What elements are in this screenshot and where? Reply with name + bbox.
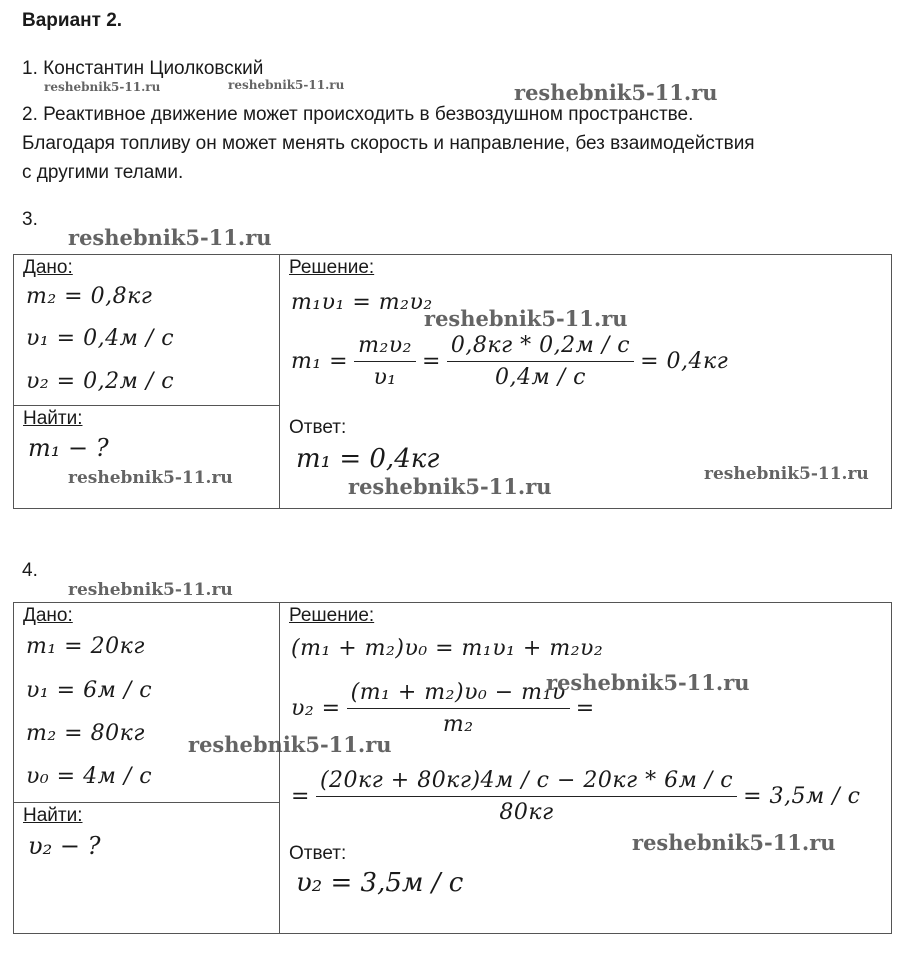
watermark: reshebnik5-11.ru bbox=[228, 78, 345, 92]
watermark: reshebnik5-11.ru bbox=[514, 80, 718, 105]
find-value: m₁ − ? bbox=[28, 434, 109, 462]
solution-label: Решение: bbox=[289, 605, 375, 626]
watermark: reshebnik5-11.ru bbox=[188, 732, 392, 757]
watermark: reshebnik5-11.ru bbox=[424, 306, 628, 331]
eq-lhs: υ₂ = bbox=[291, 696, 341, 721]
equation-1: m₁υ₁ = m₂υ₂ bbox=[291, 290, 433, 315]
given-v1: υ₁ = 6м / с bbox=[26, 678, 153, 703]
answer-label: Ответ: bbox=[289, 417, 347, 438]
problem-3-number: 3. bbox=[22, 209, 38, 230]
answer-value: υ₂ = 3,5м / с bbox=[296, 868, 464, 898]
watermark: reshebnik5-11.ru bbox=[632, 830, 836, 855]
solution-label: Решение: bbox=[289, 257, 375, 278]
page-title: Вариант 2. bbox=[22, 10, 123, 31]
problem-4-number: 4. bbox=[22, 560, 38, 581]
answer-label: Ответ: bbox=[289, 843, 347, 864]
answer-1: 1. Константин Циолковский bbox=[22, 58, 264, 79]
find-label: Найти: bbox=[23, 805, 83, 826]
watermark: reshebnik5-11.ru bbox=[348, 474, 552, 499]
watermark: reshebnik5-11.ru bbox=[546, 670, 750, 695]
given-v1: υ₁ = 0,4м / с bbox=[26, 326, 175, 351]
fraction: $\frac{\text{m₂υ₂}}{\text{υ₁}}$ bbox=[354, 333, 416, 390]
watermark: reshebnik5-11.ru bbox=[68, 225, 272, 250]
answer-2-line-2: Благодаря топливу он может менять скорость и направление, без взаимодействия bbox=[22, 133, 755, 154]
fraction: $\frac{\text{(m₁ + m₂)υ₀ − m₁υ}}{\text{m₂}}$ bbox=[347, 680, 570, 737]
given-m2: m₂ = 0,8кг bbox=[26, 284, 153, 309]
watermark: reshebnik5-11.ru bbox=[68, 468, 233, 488]
given-v2: υ₂ = 0,2м / с bbox=[26, 369, 175, 394]
equation-2: υ₂ = $\frac{\text{(m₁ + m₂)υ₀ − m₁υ}}{\text{m₂}}$ = bbox=[291, 680, 595, 737]
given-m1: m₁ = 20кг bbox=[26, 634, 145, 659]
equation-1: (m₁ + m₂)υ₀ = m₁υ₁ + m₂υ₂ bbox=[291, 636, 604, 661]
given-label: Дано: bbox=[23, 257, 73, 278]
fraction: $\frac{(20кг + 80кг)4м / с - 20кг * 6м / с}{80кг}$ bbox=[316, 768, 737, 825]
given-label: Дано: bbox=[23, 605, 73, 626]
find-label: Найти: bbox=[23, 408, 83, 429]
watermark: reshebnik5-11.ru bbox=[68, 580, 233, 600]
answer-2-line-1: 2. Реактивное движение может происходить в безвоздушном пространстве. bbox=[22, 104, 694, 125]
given-v0: υ₀ = 4м / с bbox=[26, 764, 153, 789]
eq-result: = 3,5м / с bbox=[743, 784, 861, 809]
watermark: reshebnik5-11.ru bbox=[44, 80, 161, 94]
equation-3: = $\frac{(20кг + 80кг)4м / с - 20кг * 6м / с}{80кг}$ = 3,5м / с bbox=[291, 768, 861, 825]
equation-2: m₁ = $\frac{\text{m₂υ₂}}{\text{υ₁}}$ = $\frac{0,8кг * 0,2м / с}{0,4м / с}$ = 0,4кг bbox=[291, 333, 729, 390]
watermark: reshebnik5-11.ru bbox=[704, 464, 869, 484]
eq-result: = 0,4кг bbox=[640, 349, 729, 374]
given-m2: m₂ = 80кг bbox=[26, 721, 145, 746]
answer-value: m₁ = 0,4кг bbox=[296, 444, 440, 474]
find-value: υ₂ − ? bbox=[28, 832, 101, 860]
answer-2-line-3: с другими телами. bbox=[22, 162, 184, 183]
eq-lhs: m₁ = bbox=[291, 349, 349, 374]
fraction: $\frac{0,8кг * 0,2м / с}{0,4м / с}$ bbox=[447, 333, 634, 390]
